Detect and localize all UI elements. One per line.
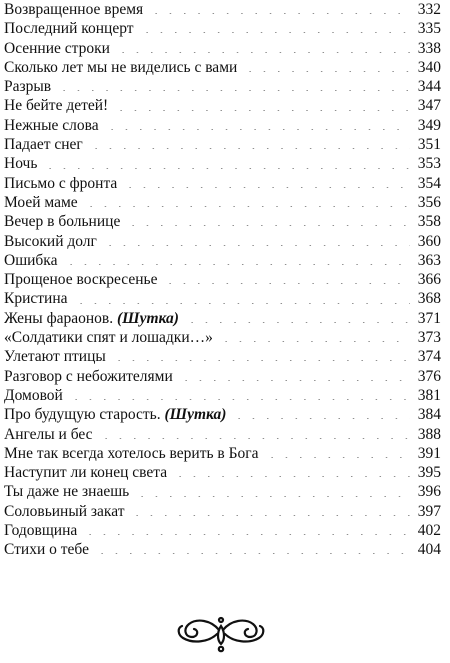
toc-entry-page: 391: [417, 444, 441, 462]
toc-entry[interactable]: [4, 540, 441, 559]
toc-entry[interactable]: [4, 367, 441, 386]
dot-leader: [95, 553, 410, 554]
toc-entry[interactable]: [4, 405, 441, 424]
toc-entry-page: 340: [417, 58, 441, 76]
toc-entry-page: 335: [417, 20, 441, 38]
toc-entry[interactable]: [4, 347, 441, 366]
toc-entry-note: (Шутка): [116, 309, 179, 327]
dot-leader: [163, 283, 410, 284]
toc-entry-page: 360: [417, 232, 441, 250]
toc-entry-title: Разговор с небожителями: [4, 367, 173, 385]
table-of-contents: [4, 0, 441, 560]
dot-leader: [74, 303, 410, 304]
toc-entry-title: Нежные слова: [4, 116, 99, 134]
toc-entry-page: 374: [417, 348, 441, 366]
toc-entry-page: 381: [417, 386, 441, 404]
toc-entry-page: 402: [417, 522, 441, 540]
toc-entry[interactable]: [4, 58, 441, 77]
dot-leader: [89, 148, 410, 149]
dot-leader: [116, 52, 410, 53]
dot-leader: [149, 13, 410, 14]
dot-leader: [185, 322, 410, 323]
toc-entry-title: Стихи о тебе: [4, 541, 89, 559]
dot-leader: [232, 418, 410, 419]
toc-entry[interactable]: [4, 521, 441, 540]
dot-leader: [103, 245, 410, 246]
dot-leader: [130, 515, 410, 516]
dot-leader: [69, 399, 410, 400]
toc-entry-page: 384: [417, 406, 441, 424]
toc-entry-title: Ты даже не знаешь: [4, 483, 130, 501]
toc-entry[interactable]: [4, 232, 441, 251]
toc-entry-title: Возвращенное время: [4, 1, 144, 18]
toc-entry-page: 404: [417, 541, 441, 559]
toc-entry-title: Прощеное воскресенье: [4, 271, 158, 289]
toc-entry[interactable]: [4, 425, 441, 444]
toc-entry-page: 358: [417, 213, 441, 231]
toc-entry-title: Ошибка: [4, 251, 58, 269]
toc-entry-page: 344: [417, 78, 441, 96]
toc-entry-page: 353: [417, 155, 441, 173]
toc-entry[interactable]: [4, 135, 441, 154]
toc-entry-page: 338: [417, 39, 441, 57]
toc-entry-title: Последний концерт: [4, 20, 134, 38]
toc-entry-title: Моей маме: [4, 193, 78, 211]
toc-entry[interactable]: [4, 193, 441, 212]
toc-entry-page: 349: [417, 116, 441, 134]
toc-entry[interactable]: [4, 463, 441, 482]
toc-entry[interactable]: [4, 270, 441, 289]
floral-vignette-icon: [173, 610, 269, 654]
toc-entry-page: 366: [417, 271, 441, 289]
toc-entry[interactable]: [4, 116, 441, 135]
toc-entry[interactable]: [4, 77, 441, 96]
toc-entry[interactable]: [4, 502, 441, 521]
dot-leader: [243, 71, 410, 72]
toc-entry-page: 356: [417, 193, 441, 211]
toc-entry[interactable]: [4, 309, 441, 328]
toc-entry-title: Ангелы и бес: [4, 425, 93, 443]
dot-leader: [179, 380, 410, 381]
dot-leader: [173, 476, 410, 477]
toc-entry-page: 363: [417, 251, 441, 269]
toc-entry-page: 347: [417, 97, 441, 115]
toc-entry-title: Соловьиный закат: [4, 502, 125, 520]
toc-entry-page: 371: [417, 309, 441, 327]
toc-entry-title: Падает снег: [4, 136, 83, 154]
toc-entry-page: 396: [417, 483, 441, 501]
toc-entry-page: 351: [417, 136, 441, 154]
toc-entry[interactable]: [4, 482, 441, 501]
toc-entry-page: 368: [417, 290, 441, 308]
toc-entry[interactable]: [4, 328, 441, 347]
toc-entry-title: Не бейте детей!: [4, 97, 109, 115]
toc-entry-note: (Шутка): [164, 406, 227, 424]
toc-entry[interactable]: [4, 19, 441, 38]
dot-leader: [114, 110, 410, 111]
toc-entry-title: Домовой: [4, 386, 63, 404]
dot-leader: [219, 341, 410, 342]
toc-entry-page: 397: [417, 502, 441, 520]
toc-entry[interactable]: [4, 174, 441, 193]
dot-leader: [135, 496, 410, 497]
toc-entry-title: Разрыв: [4, 78, 52, 96]
dot-leader: [123, 187, 410, 188]
toc-entry-title: Сколько лет мы не виделись с вами: [4, 58, 238, 76]
toc-entry-title: Высокий долг: [4, 232, 97, 250]
toc-entry-title: «Солдатики спят и лошадки…»: [4, 329, 213, 347]
toc-entry-title: Вечер в больнице: [4, 213, 121, 231]
toc-entry-page: 332: [417, 1, 441, 18]
toc-entry-page: 376: [417, 367, 441, 385]
toc-entry-title: Улетают птицы: [4, 348, 106, 366]
toc-entry-page: 373: [417, 329, 441, 347]
toc-entry[interactable]: [4, 212, 441, 231]
dot-leader: [99, 438, 410, 439]
dot-leader: [140, 32, 410, 33]
toc-entry-page: 395: [417, 464, 441, 482]
toc-entry-title: Жены фараонов.: [4, 309, 114, 327]
dot-leader: [83, 534, 410, 535]
dot-leader: [112, 360, 410, 361]
dot-leader: [265, 457, 411, 458]
dot-leader: [64, 264, 411, 265]
toc-entry-title: Осенние строки: [4, 39, 110, 57]
dot-leader: [126, 225, 410, 226]
toc-entry-title: Годовщина: [4, 522, 78, 540]
dot-leader: [43, 168, 410, 169]
toc-entry[interactable]: [4, 251, 441, 270]
toc-entry-title: Мне так всегда хотелось верить в Бога: [4, 444, 259, 462]
toc-entry[interactable]: [4, 386, 441, 405]
toc-entry[interactable]: [4, 154, 441, 173]
dot-leader: [84, 206, 410, 207]
toc-entry[interactable]: [4, 444, 441, 463]
dot-leader: [57, 90, 410, 91]
toc-entry[interactable]: [4, 96, 441, 115]
toc-entry-page: 388: [417, 425, 441, 443]
toc-entry-title: Ночь: [4, 155, 38, 173]
toc-entry[interactable]: [4, 289, 441, 308]
toc-entry-title: Наступит ли конец света: [4, 464, 168, 482]
toc-entry-title: Кристина: [4, 290, 68, 308]
toc-entry-title: Про будущую старость.: [4, 406, 161, 424]
toc-entry-page: 354: [417, 174, 441, 192]
dot-leader: [105, 129, 410, 130]
toc-entry-title: Письмо с фронта: [4, 174, 118, 192]
toc-entry[interactable]: [4, 0, 441, 19]
toc-entry[interactable]: [4, 39, 441, 58]
